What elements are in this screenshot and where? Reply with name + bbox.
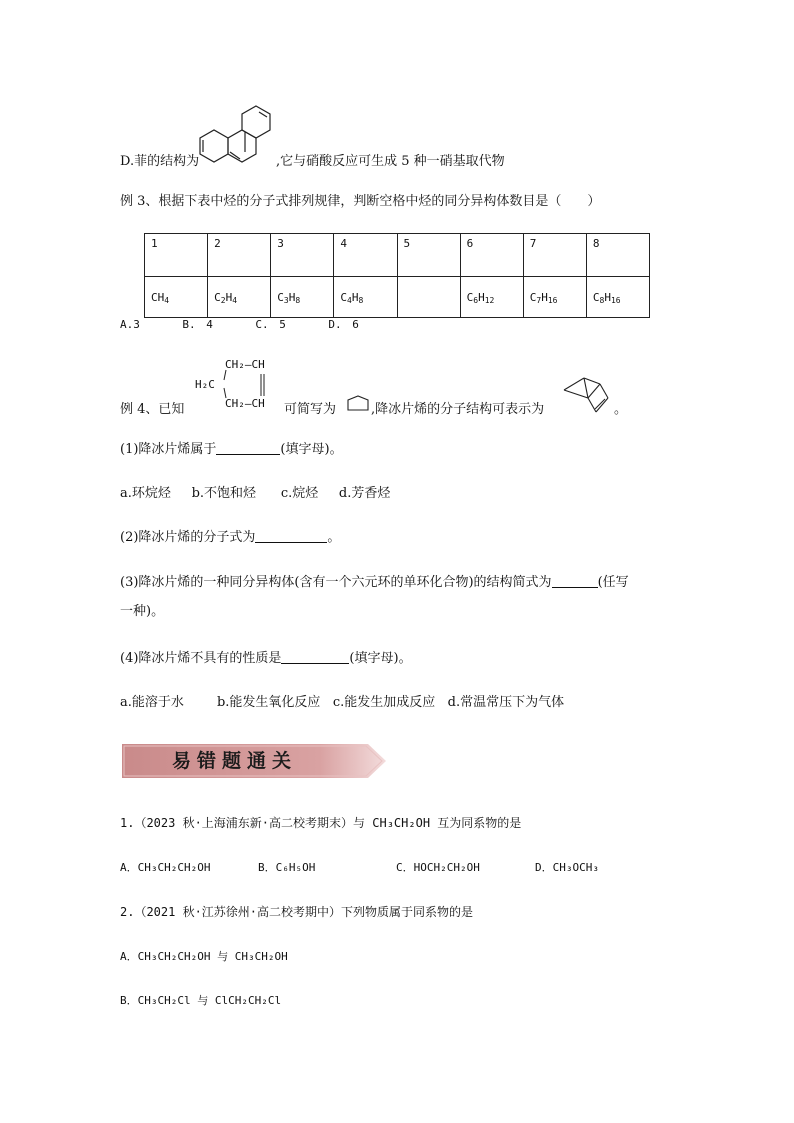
table-cell-formula: $C_3H_8$ bbox=[271, 277, 334, 318]
question-1: (1)降冰片烯属于 (填字母)。 bbox=[120, 442, 343, 457]
answer-blank-2[interactable] bbox=[255, 529, 327, 543]
example4-middle: 可简写为 bbox=[284, 402, 337, 417]
example4-suffix: ,降冰片烯的分子结构可表示为 bbox=[371, 402, 545, 417]
option-d-prefix: D.菲的结构为 bbox=[120, 154, 200, 169]
problem2-option-a: A．CH₃CH₂CH₂OH 与 CH₃CH₂OH bbox=[120, 950, 288, 963]
table-cell-index: 6 bbox=[460, 234, 523, 277]
option-c: C. 5 bbox=[255, 318, 286, 331]
answer-blank-1[interactable] bbox=[216, 441, 280, 455]
example3-options bbox=[120, 318, 359, 331]
banner-title: 易错题通关 bbox=[172, 750, 298, 772]
question-2: (2)降冰片烯的分子式为 。 bbox=[120, 530, 341, 545]
table-cell-index: 5 bbox=[397, 234, 460, 277]
answer-blank-4[interactable] bbox=[281, 650, 349, 664]
table-cell-formula: $C_7H_{16}$ bbox=[523, 277, 586, 318]
option-b: B. 4 bbox=[182, 318, 213, 331]
cyclopentene-bonds-icon bbox=[214, 366, 274, 406]
phenanthrene-structure-icon bbox=[206, 104, 280, 168]
ring-label-bottom: CH₂—CH bbox=[225, 397, 265, 410]
problem1-option-d: D．CH₃OCH₃ bbox=[535, 861, 599, 874]
problem1-option-c: C．HOCH₂CH₂OH bbox=[396, 861, 480, 874]
option-a: A.3 bbox=[120, 318, 140, 331]
table-cell-empty bbox=[397, 277, 460, 318]
problem1-stem: 1.（2023 秋·上海浦东新·高二校考期末）与 CH₃CH₂OH 互为同系物的是 bbox=[120, 816, 522, 830]
example3-question: 例 3、根据下表中烃的分子式排列规律，判断空格中烃的同分异构体数目是（ ） bbox=[120, 194, 601, 209]
question-3: (3)降冰片烯的一种同分异构体(含有一个六元环的单环化合物)的结构简式为 (任写 bbox=[120, 575, 629, 590]
question-4-options: a.能溶于水 b.能发生氧化反应 c.能发生加成反应 d.常温常压下为气体 bbox=[120, 695, 565, 710]
answer-blank-3[interactable] bbox=[552, 574, 598, 588]
option-d: D. 6 bbox=[328, 318, 359, 331]
problem2-option-b: B．CH₃CH₂Cl 与 ClCH₂CH₂Cl bbox=[120, 994, 282, 1007]
ring-label-top: CH₂—CH bbox=[225, 358, 265, 371]
table-cell-formula: $C_8H_{16}$ bbox=[586, 277, 649, 318]
table-cell-formula: $C_4H_8$ bbox=[334, 277, 397, 318]
problem1-option-b: B．C₆H₅OH bbox=[258, 861, 316, 874]
table-cell-formula: $C_6H_{12}$ bbox=[460, 277, 523, 318]
option-d-text bbox=[120, 153, 199, 171]
ring-label-h2c: H₂C bbox=[195, 378, 215, 391]
table-cell-index: 1 bbox=[145, 234, 208, 277]
pentagon-skeletal-icon bbox=[344, 395, 370, 415]
question-4: (4)降冰片烯不具有的性质是 (填字母)。 bbox=[120, 651, 412, 666]
example4-end: 。 bbox=[614, 402, 628, 417]
table-cell-formula: $C_2H_4$ bbox=[208, 277, 271, 318]
table-cell-index: 3 bbox=[271, 234, 334, 277]
table-cell-index: 8 bbox=[586, 234, 649, 277]
question-3-line2: 一种)。 bbox=[120, 604, 165, 619]
question-1-options: a.环烷烃 b.不饱和烃 c.烷烃 d.芳香烃 bbox=[120, 486, 391, 501]
norbornene-structure-icon bbox=[562, 368, 614, 418]
problem1-option-a: A．CH₃CH₂CH₂OH bbox=[120, 861, 211, 874]
formula-table bbox=[144, 233, 650, 318]
table-cell-formula: $CH_4$ bbox=[145, 277, 208, 318]
option-d-suffix: ,它与硝酸反应可生成 5 种一硝基取代物 bbox=[276, 154, 505, 169]
table-cell-index: 7 bbox=[523, 234, 586, 277]
table-cell-index: 4 bbox=[334, 234, 397, 277]
problem2-stem: 2.（2021 秋·江苏徐州·高二校考期中）下列物质属于同系物的是 bbox=[120, 905, 474, 919]
table-cell-index: 2 bbox=[208, 234, 271, 277]
example4-prefix: 例 4、已知 bbox=[120, 402, 185, 417]
